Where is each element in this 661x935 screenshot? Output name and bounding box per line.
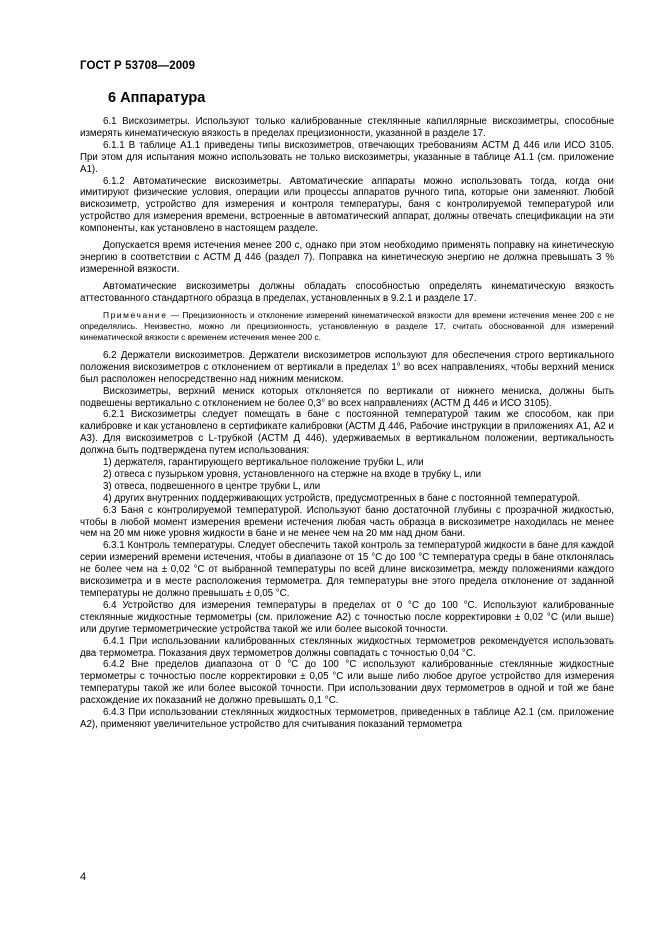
page-number: 4 xyxy=(80,871,87,883)
paragraph: 6.3.1 Контроль температуры. Следует обеспечить такой контроль за температурой жидкости в бане для каждой серии измерений времени истечения, чтобы в диапазоне от 15 °С до 100 °С температура среды в бане отклонялась не более чем на ± 0,02 °С от выбранной температуры по всей длине вискозиметра, между положениями каждого вискозиметра и в месте расположения термометра. Для температуры вне этого предела отклонение от заданной температуры не должно превышать ± 0,05 °С. xyxy=(80,540,614,599)
note xyxy=(80,310,614,343)
section-title: 6 Аппаратура xyxy=(108,90,206,106)
paragraph: 6.2.1 Вискозиметры следует помещать в бане с постоянной температурой таким же способом, как при калибровке и как установлено в сертификате калибровки (АСТМ Д 446, Рабочие инструкции в приложениях А1, А2 и А3). Для вискозиметров с L-трубкой (АСТМ Д 446), удерживаемых в вертикальном положении, вертикальность должна быть подтверждена путем использования: xyxy=(80,409,614,457)
paragraph: 6.4.1 При использовании калиброванных стеклянных жидкостных термометров рекомендуется использовать два термометра. Показания двух термометров должны совпадать с точностью 0,04 °С. xyxy=(80,635,614,659)
paragraph: 6.1.1 В таблице А1.1 приведены типы вискозиметров, отвечающих требованиям АСТМ Д 446 или ИСО 3105. При этом для испытания можно использовать не только вискозиметры, указанные в таблице А1.1 (см. приложение А1). xyxy=(80,139,614,175)
paragraph: 6.4 Устройство для измерения температуры в пределах от 0 °С до 100 °С. Используют калиброванные стеклянные жидкостные термометры (см. приложение А2) с точностью после корректировки ± 0,02 °С (или выше) или другие термометрические устройства такой же или более высокой точности. xyxy=(80,599,614,635)
note-label: Примечание xyxy=(103,309,168,320)
paragraph: Вискозиметры, верхний мениск которых отклоняется по вертикали от нижнего мениска, должны быть подвешены вертикально с отклонением не более 0,3° во всех направлениях (АСТМ Д 446 и ИСО 3105). xyxy=(80,385,614,409)
list-item: 1) держателя, гарантирующего вертикальное положение трубки L, или xyxy=(103,457,424,469)
paragraph: 6.3 Баня с контролируемой температурой. Используют баню достаточной глубины с прозрачной жидкостью, чтобы в любой момент измерения времени истечения любая часть образца в вискозиметре находилась не менее чем на 20 мм ниже уровня жидкости в бане и не менее чем на 20 мм над дном бани. xyxy=(80,504,614,540)
paragraph: Допускается время истечения менее 200 с, однако при этом необходимо применять поправку на кинетическую энергию в соответствии с АСТМ Д 446 (раздел 7). Поправка на кинетическую энергию не должна превышать 3 % измеренной вязкости. xyxy=(80,240,614,275)
paragraph: 6.4.2 Вне пределов диапазона от 0 °С до 100 °С используют калиброванные стеклянные жидкостные термометры с точностью после корректировки ± 0,05 °С или выше либо любое другое устройство для измерения температуры такой же или более высокой точности. При использовании двух термометров в одной и той же бане расхождение их показаний не должно превышать 0,1 °С. xyxy=(80,659,614,707)
list-item: 4) других внутренних поддерживающих устройств, предусмотренных в бане с постоянной температурой. xyxy=(103,492,580,504)
paragraph: 6.1 Вискозиметры. Используют только калиброванные стеклянные капиллярные вискозиметры, способные измерять кинематическую вязкость в пределах прецизионности, указанной в разделе 17. xyxy=(80,116,614,139)
paragraph: 6.4.3 При использовании стеклянных жидкостных термометров, приведенных в таблице А2.1 (см. приложение А2), применяют увеличительное устройство для считывания показаний термометра xyxy=(80,707,614,730)
list-item: 3) отвеса, подвешенного в центре трубки L, или xyxy=(103,480,321,492)
paragraph: 6.1.2 Автоматические вискозиметры. Автоматические аппараты можно использовать тогда, когда они имитируют физические условия, операции или процессы аппаратов ручного типа, которые они заменяют. Любой вискозиметр, устройство для измерения и контроля температуры, баня с контролируемой температурой или устройство для измерения времени, встроенные в автоматический аппарат, должны отвечать спецификации на эти компоненты, как установлено в настоящем разделе. xyxy=(80,175,614,235)
paragraph: Автоматические вискозиметры должны обладать способностью определять кинематическую вязкость аттестованного стандартного образца в пределах, установленных в 9.2.1 и разделе 17. xyxy=(80,280,614,304)
note-text: — Прецизионность и отклонение измерений кинематической вязкости для времени истечения менее 200 с не определялись. Неизвестно, можно ли прецизионность, установленную в разделе 17, считать обоснованной для измерений кинематической вязкости с временем истечения менее 200 с. xyxy=(80,309,614,342)
paragraph: 6.2 Держатели вискозиметров. Держатели вискозиметров используют для обеспечения строго вертикального положения вискозиметров с отклонением от вертикали в пределах 1° во всех направлениях, чтобы верхний мениск был расположен непосредственно над нижним мениском. xyxy=(80,349,614,385)
list-item: 2) отвеса с пузырьком уровня, установленного на стержне на входе в трубку L, или xyxy=(103,468,482,480)
standard-header: ГОСТ Р 53708—2009 xyxy=(80,60,196,72)
document-body xyxy=(80,116,614,731)
